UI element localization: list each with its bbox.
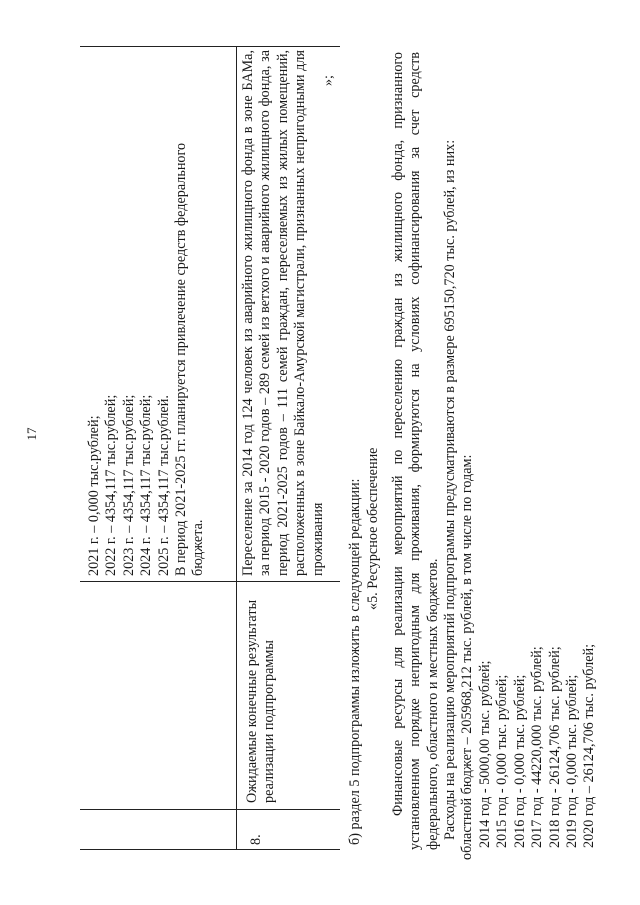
yearly-breakdown-list xyxy=(477,50,599,848)
funding-line: 2021 г. – 0,000 тыс.рублей; xyxy=(86,415,102,576)
list-item: 2019 год - 0,000 тыс. рублей; xyxy=(564,674,581,848)
funding-line: 2025 г. – 4354,117 тыс.рублей. xyxy=(155,395,172,576)
rotated-page-content xyxy=(70,40,630,870)
table-border-left xyxy=(80,849,340,850)
list-item: 2017 год - 44220,000 тыс. рублей; xyxy=(529,646,546,848)
subprogram-passport-table xyxy=(80,46,340,850)
expected-results-label: Ожидаемые конечные результаты реализации подпрограммы xyxy=(244,599,278,803)
list-item: 2015 год - 0,000 тыс. рублей; xyxy=(494,674,511,848)
closing-quote: »; xyxy=(321,75,336,86)
list-item: 2018 год - 26124,706 тыс. рублей; xyxy=(546,646,563,848)
funding-line: 2023 г. – 4354,117 тыс.рублей; xyxy=(120,394,137,576)
funding-schedule-cell xyxy=(86,56,208,576)
funding-line: 2024 г. – 4354,117 тыс.рублей; xyxy=(138,394,155,576)
table-row-divider xyxy=(236,46,237,850)
expenses-total: Расходы на реализацию мероприятий подпрограммы предусматриваются в размере 695150,720 тыс. рублей, из них: xyxy=(442,139,458,840)
funding-line: В период 2021-2025 гг. планируется привлечение средств федерального xyxy=(173,142,190,576)
amendment-item-b: б) раздел 5 подпрограммы изложить в следующей редакции: xyxy=(347,478,363,845)
regional-budget-total: областной бюджет – 205968,212 тыс. рублей, в том числе по годам: xyxy=(459,454,476,860)
section-title: «5. Ресурсное обеспечение xyxy=(365,447,381,610)
page-number: 17 xyxy=(24,427,39,441)
list-item: 2020 год – 26124,706 тыс. рублей; xyxy=(581,643,598,848)
funding-line: бюджета. xyxy=(190,519,207,576)
paragraph-funding-sources: Финансовые ресурсы для реализации мероприятий по переселению граждан из жилищного фонда, признанного установленном порядке непригодным для проживания, формируются на условиях софинансирования за счет средств федерального, областного и местных бюджетов. xyxy=(390,52,441,850)
row-number: 8. xyxy=(248,834,264,845)
expected-results-content: Переселение за 2014 год 124 человек из аварийного жилищного фонда в зоне БАМа, за период 2015 - 2020 годов – 289 семей из ветхого и аварийного жилищного фонда, за период 2021-2025 годов – 111 семей граждан, переселяемых из жилых помещений, расположенных в зоне Байкало-Амурской магистрали, признанных непригодными для проживания xyxy=(240,50,326,576)
list-item: 2014 год - 5000,00 тыс. рублей; xyxy=(477,660,493,848)
funding-line: 2022 г. – 4354,117 тыс.рублей; xyxy=(103,394,120,576)
paragraph-expenses xyxy=(442,52,477,860)
table-border-right xyxy=(80,46,340,47)
list-item: 2016 год - 0,000 тыс. рублей; xyxy=(511,674,528,848)
table-column-divider xyxy=(80,809,340,810)
table-column-divider xyxy=(80,581,340,582)
